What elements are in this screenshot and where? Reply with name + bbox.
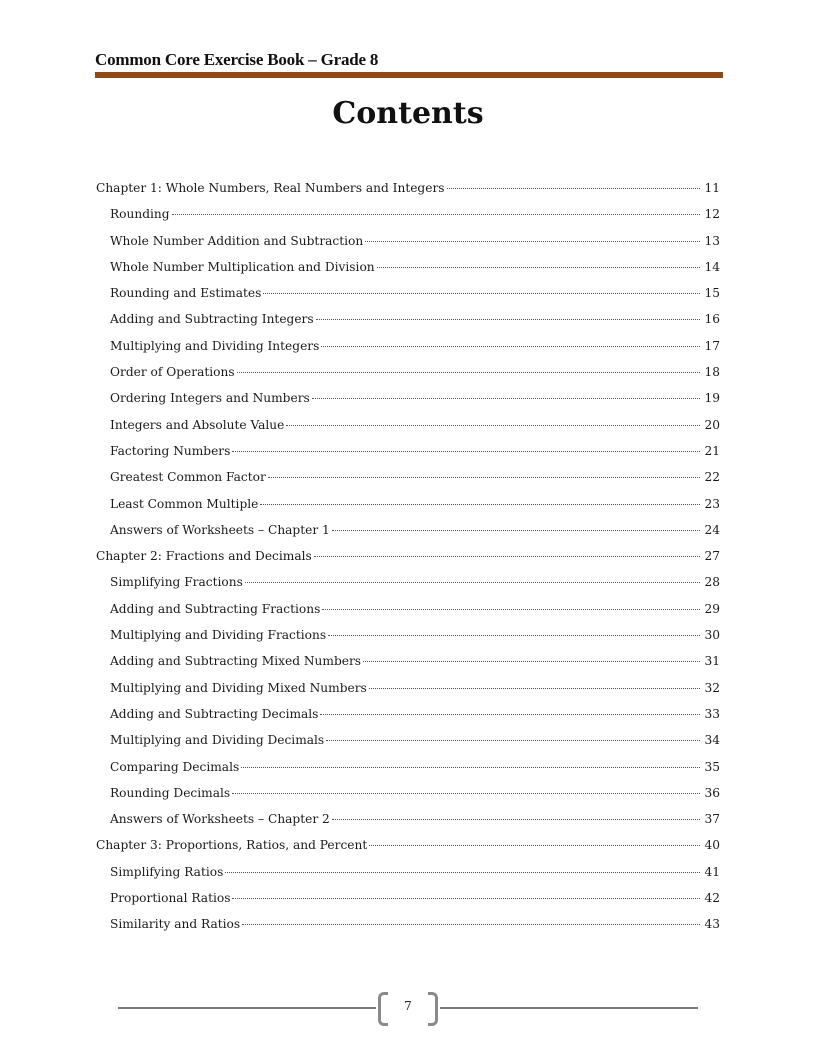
toc-dot-leader <box>320 714 700 715</box>
toc-dot-leader <box>242 924 700 925</box>
toc-dot-leader <box>328 635 700 636</box>
toc-entry-title: Simplifying Ratios <box>110 864 224 879</box>
toc-section-entry[interactable] <box>96 312 720 338</box>
toc-entry-title: Factoring Numbers <box>110 443 231 458</box>
toc-entry-title: Whole Number Multiplication and Division <box>110 259 375 274</box>
toc-entry-page: 20 <box>704 417 720 432</box>
toc-entry-page: 36 <box>704 785 720 800</box>
toc-entry-page: 18 <box>704 365 720 380</box>
toc-entry-page: 29 <box>704 601 720 616</box>
toc-entry-page: 24 <box>704 522 720 537</box>
toc-section-entry[interactable] <box>96 707 720 733</box>
toc-entry-page: 42 <box>704 891 720 906</box>
toc-entry-title: Ordering Integers and Numbers <box>110 391 310 406</box>
toc-section-entry[interactable] <box>96 418 720 444</box>
toc-entry-page: 30 <box>704 628 720 643</box>
toc-entry-title: Chapter 2: Fractions and Decimals <box>96 549 312 564</box>
toc-entry-title: Comparing Decimals <box>110 759 240 774</box>
toc-dot-leader <box>365 241 700 242</box>
toc-dot-leader <box>237 372 700 373</box>
toc-section-entry[interactable] <box>96 760 720 786</box>
toc-entry-title: Least Common Multiple <box>110 496 259 511</box>
toc-dot-leader <box>172 214 700 215</box>
toc-section-entry[interactable] <box>96 786 720 812</box>
toc-dot-leader <box>314 556 700 557</box>
toc-section-entry[interactable] <box>96 470 720 496</box>
toc-entry-page: 13 <box>704 233 720 248</box>
toc-entry-title: Adding and Subtracting Fractions <box>110 601 321 616</box>
toc-entry-page: 43 <box>704 917 720 932</box>
toc-entry-page: 23 <box>704 496 720 511</box>
toc-dot-leader <box>369 845 700 846</box>
toc-dot-leader <box>260 504 700 505</box>
footer-rule-right <box>440 1007 698 1009</box>
toc-entry-title: Integers and Absolute Value <box>110 417 285 432</box>
toc-entry-page: 15 <box>704 286 720 301</box>
toc-entry-title: Order of Operations <box>110 365 235 380</box>
toc-entry-title: Answers of Worksheets – Chapter 1 <box>110 522 330 537</box>
toc-dot-leader <box>232 898 700 899</box>
toc-section-entry[interactable] <box>96 628 720 654</box>
toc-entry-page: 40 <box>704 838 720 853</box>
toc-section-entry[interactable] <box>96 234 720 260</box>
toc-section-entry[interactable] <box>96 812 720 838</box>
header-title: Common Core Exercise Book – Grade 8 <box>95 50 379 69</box>
toc-entry-title: Chapter 3: Proportions, Ratios, and Percent <box>96 838 368 853</box>
toc-dot-leader <box>225 872 700 873</box>
toc-dot-leader <box>263 293 700 294</box>
toc-dot-leader <box>232 451 700 452</box>
toc-entry-page: 28 <box>704 575 720 590</box>
toc-dot-leader <box>369 688 700 689</box>
toc-section-entry[interactable] <box>96 865 720 891</box>
toc-entry-page: 11 <box>704 181 720 195</box>
toc-entry-title: Rounding Decimals <box>110 785 231 800</box>
page-footer <box>118 992 698 1024</box>
toc-dot-leader <box>321 346 700 347</box>
toc-dot-leader <box>286 425 700 426</box>
toc-entry-title: Adding and Subtracting Decimals <box>110 706 319 721</box>
toc-entry-page: 32 <box>704 680 720 695</box>
page-number: 7 <box>404 999 412 1013</box>
header-rule <box>95 72 723 78</box>
toc-section-entry[interactable] <box>96 523 720 549</box>
toc-entry-page: 34 <box>704 733 720 748</box>
toc-dot-leader <box>316 319 700 320</box>
toc-entry-title: Adding and Subtracting Integers <box>110 312 314 327</box>
toc-entry-title: Greatest Common Factor <box>110 470 266 485</box>
toc-chapter-entry[interactable] <box>96 838 720 864</box>
toc-dot-leader <box>232 793 700 794</box>
toc-entry-title: Adding and Subtracting Mixed Numbers <box>110 654 362 669</box>
toc-entry-title: Rounding <box>110 207 170 222</box>
toc-entry-title: Multiplying and Dividing Fractions <box>110 628 327 643</box>
toc-section-entry[interactable] <box>96 365 720 391</box>
toc-dot-leader <box>245 582 700 583</box>
toc-entry-page: 19 <box>704 391 720 406</box>
toc-section-entry[interactable] <box>96 286 720 312</box>
toc-entry-page: 41 <box>704 864 720 879</box>
toc-dot-leader <box>363 661 700 662</box>
footer-bracket-right <box>428 992 438 1026</box>
toc-section-entry[interactable] <box>96 339 720 365</box>
toc-entry-title: Rounding and Estimates <box>110 286 262 301</box>
toc-entry-page: 31 <box>704 654 720 669</box>
toc-entry-title: Whole Number Addition and Subtraction <box>110 233 364 248</box>
toc-entry-page: 35 <box>704 759 720 774</box>
toc-entry-title: Simplifying Fractions <box>110 575 243 590</box>
toc-dot-leader <box>241 767 700 768</box>
table-of-contents <box>96 181 720 944</box>
toc-dot-leader <box>312 398 700 399</box>
toc-entry-page: 14 <box>704 259 720 274</box>
toc-section-entry[interactable] <box>96 681 720 707</box>
toc-entry-page: 16 <box>704 312 720 327</box>
toc-section-entry[interactable] <box>96 602 720 628</box>
footer-rule-left <box>118 1007 376 1009</box>
toc-entry-page: 22 <box>704 470 720 485</box>
toc-chapter-entry[interactable] <box>96 181 720 207</box>
toc-dot-leader <box>326 740 700 741</box>
toc-entry-title: Multiplying and Dividing Integers <box>110 338 320 353</box>
page-title: Contents <box>332 96 484 131</box>
toc-section-entry[interactable] <box>96 260 720 286</box>
toc-entry-title: Multiplying and Dividing Mixed Numbers <box>110 680 367 695</box>
toc-entry-page: 27 <box>704 549 720 564</box>
toc-section-entry[interactable] <box>96 391 720 417</box>
toc-entry-title: Answers of Worksheets – Chapter 2 <box>110 812 330 827</box>
toc-dot-leader <box>377 267 700 268</box>
toc-section-entry[interactable] <box>96 654 720 680</box>
toc-section-entry[interactable] <box>96 733 720 759</box>
toc-entry-title: Chapter 1: Whole Numbers, Real Numbers and Integers <box>96 181 445 195</box>
toc-entry-title: Proportional Ratios <box>110 891 231 906</box>
toc-entry-page: 21 <box>704 443 720 458</box>
toc-section-entry[interactable] <box>96 575 720 601</box>
toc-entry-title: Multiplying and Dividing Decimals <box>110 733 325 748</box>
toc-chapter-entry[interactable] <box>96 549 720 575</box>
toc-entry-page: 17 <box>704 338 720 353</box>
toc-dot-leader <box>332 530 700 531</box>
toc-dot-leader <box>447 188 700 189</box>
toc-dot-leader <box>268 477 700 478</box>
toc-dot-leader <box>322 609 700 610</box>
toc-section-entry[interactable] <box>96 207 720 233</box>
toc-section-entry[interactable] <box>96 497 720 523</box>
toc-entry-page: 37 <box>704 812 720 827</box>
footer-bracket-left <box>378 992 388 1026</box>
toc-section-entry[interactable] <box>96 444 720 470</box>
toc-entry-title: Similarity and Ratios <box>110 917 241 932</box>
toc-dot-leader <box>332 819 700 820</box>
toc-entry-page: 33 <box>704 706 720 721</box>
toc-entry-page: 12 <box>704 207 720 222</box>
toc-section-entry[interactable] <box>96 891 720 917</box>
toc-section-entry[interactable] <box>96 917 720 943</box>
